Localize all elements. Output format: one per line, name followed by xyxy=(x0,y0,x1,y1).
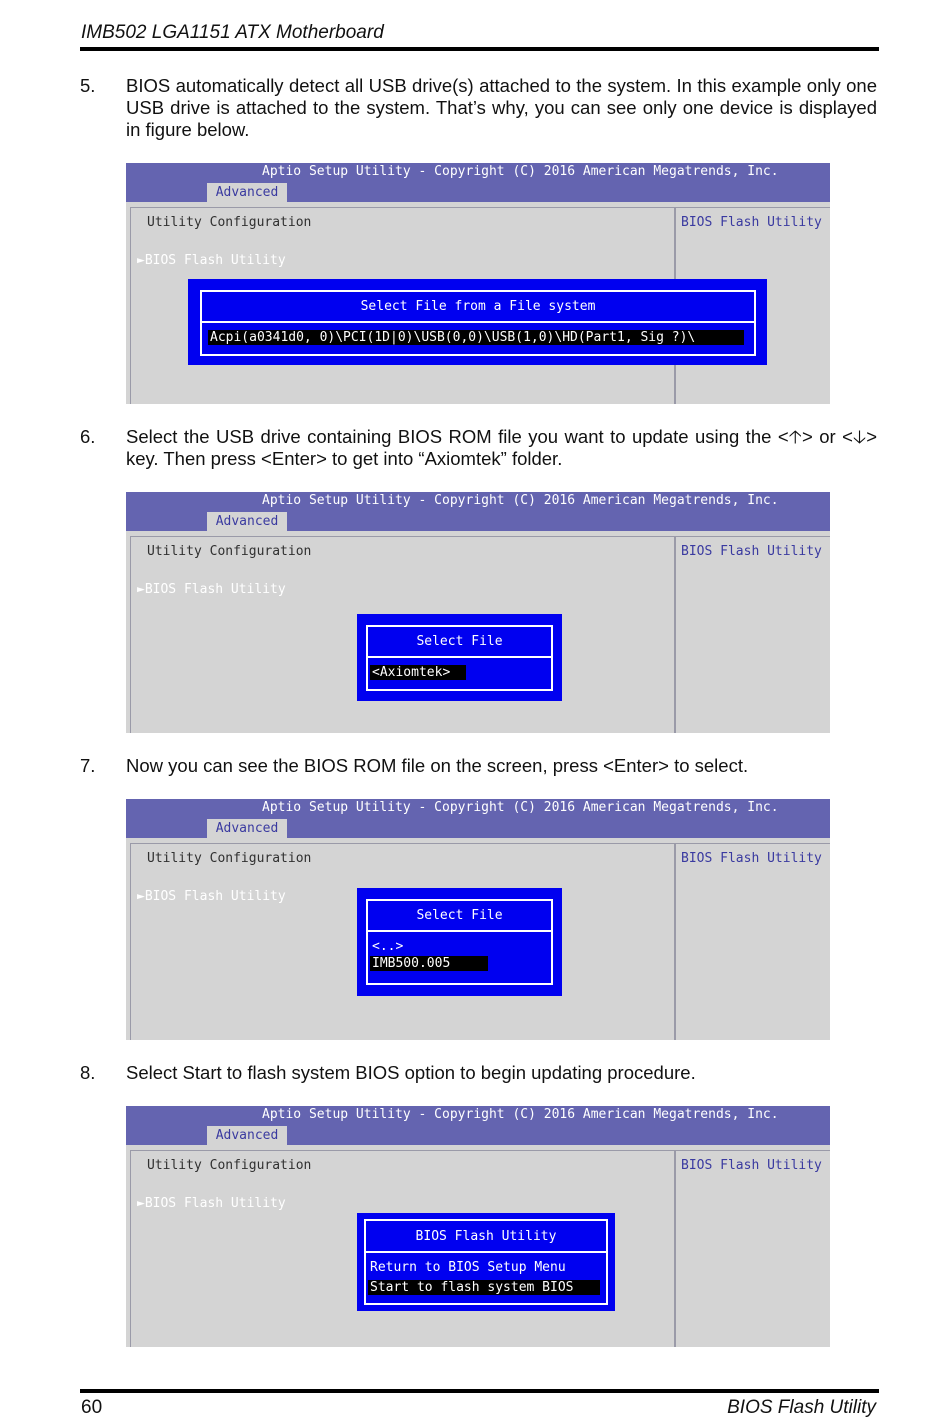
bios-screenshot-2 xyxy=(126,492,830,733)
tab-advanced[interactable]: Advanced xyxy=(207,1126,287,1145)
footer-rule xyxy=(80,1389,879,1393)
menu-item-label: BIOS Flash Utility xyxy=(144,582,286,597)
bios-screenshot-4 xyxy=(126,1106,830,1347)
bios-help-panel xyxy=(674,1150,830,1347)
step-8 xyxy=(80,1062,877,1084)
header-rule xyxy=(80,47,879,51)
step-7 xyxy=(80,755,877,777)
dialog-title: BIOS Flash Utility xyxy=(415,1229,557,1244)
help-text: BIOS Flash Utility xyxy=(681,544,822,559)
help-text: BIOS Flash Utility xyxy=(681,215,822,230)
bios-screenshot-1 xyxy=(126,163,830,404)
footer-section-title: BIOS Flash Utility xyxy=(727,1397,876,1418)
bios-screenshot-3 xyxy=(126,799,830,1040)
dialog-frame xyxy=(366,625,553,691)
menu-item-bios-flash-utility[interactable] xyxy=(137,582,286,597)
bios-title: Aptio Setup Utility - Copyright (C) 2016 American Megatrends, Inc. xyxy=(262,1107,779,1122)
step-text: BIOS automatically detect all USB drive(s) attached to the system. In this example only one USB drive is attached to the system. That’s why, you can see only one device is displayed in figure below. xyxy=(126,75,877,140)
step-text: Select the USB drive containing BIOS ROM file you want to update using the <🡡> or <🡣> key. Then press <Enter> to get into “Axiomtek” folder. xyxy=(126,426,877,469)
step-number: 7. xyxy=(80,755,96,776)
section-heading: Utility Configuration xyxy=(147,851,312,866)
triangle-right-icon: ► xyxy=(137,1196,145,1211)
bios-help-panel xyxy=(674,843,830,1040)
document-header-title: IMB502 LGA1151 ATX Motherboard xyxy=(81,22,384,43)
dialog-divider xyxy=(368,656,551,658)
menu-item-label: BIOS Flash Utility xyxy=(144,253,286,268)
dialog-option[interactable]: <..> xyxy=(372,939,404,954)
return-to-setup-option[interactable]: Return to BIOS Setup Menu xyxy=(370,1260,566,1275)
menu-item-label: BIOS Flash Utility xyxy=(144,1196,286,1211)
start-flash-option[interactable]: Start to flash system BIOS xyxy=(368,1280,600,1295)
dialog-option-selected[interactable]: Acpi(a0341d0, 0)\PCI(1D|0)\USB(0,0)\USB(1,0)\HD(Part1, Sig ?)\ xyxy=(208,330,744,345)
bios-title: Aptio Setup Utility - Copyright (C) 2016 American Megatrends, Inc. xyxy=(262,164,779,179)
dialog-title: Select File xyxy=(416,908,503,923)
section-heading: Utility Configuration xyxy=(147,544,312,559)
step-text: Select Start to flash system BIOS option to begin updating procedure. xyxy=(126,1062,696,1083)
menu-item-bios-flash-utility[interactable] xyxy=(137,1196,286,1211)
select-file-dialog xyxy=(357,888,562,996)
menu-item-label: BIOS Flash Utility xyxy=(144,889,286,904)
section-heading: Utility Configuration xyxy=(147,215,312,230)
step-number: 8. xyxy=(80,1062,96,1083)
triangle-right-icon: ► xyxy=(137,889,145,904)
menu-item-bios-flash-utility[interactable] xyxy=(137,889,286,904)
tab-advanced[interactable]: Advanced xyxy=(207,512,287,531)
help-text: BIOS Flash Utility xyxy=(681,1158,822,1173)
step-5 xyxy=(80,75,877,141)
bios-help-panel xyxy=(674,536,830,733)
menu-item-bios-flash-utility[interactable] xyxy=(137,253,286,268)
dialog-frame xyxy=(200,290,756,356)
dialog-divider xyxy=(366,1251,606,1253)
dialog-title: Select File from a File system xyxy=(360,299,596,314)
select-file-dialog xyxy=(188,279,767,365)
bios-flash-dialog xyxy=(357,1213,615,1311)
dialog-divider xyxy=(202,321,754,323)
dialog-title: Select File xyxy=(416,634,503,649)
dialog-divider xyxy=(368,930,551,932)
triangle-right-icon: ► xyxy=(137,582,145,597)
bios-title: Aptio Setup Utility - Copyright (C) 2016 American Megatrends, Inc. xyxy=(262,800,779,815)
step-6 xyxy=(80,426,877,470)
dialog-option-selected[interactable]: IMB500.005 xyxy=(370,956,488,971)
bios-title: Aptio Setup Utility - Copyright (C) 2016 American Megatrends, Inc. xyxy=(262,493,779,508)
step-number: 6. xyxy=(80,426,96,447)
page-number: 60 xyxy=(81,1397,103,1418)
dialog-frame xyxy=(366,899,553,985)
help-text: BIOS Flash Utility xyxy=(681,851,822,866)
step-text: Now you can see the BIOS ROM file on the screen, press <Enter> to select. xyxy=(126,755,749,776)
tab-advanced[interactable]: Advanced xyxy=(207,183,287,202)
dialog-frame xyxy=(364,1219,608,1305)
tab-advanced[interactable]: Advanced xyxy=(207,819,287,838)
select-file-dialog xyxy=(357,614,562,701)
triangle-right-icon: ► xyxy=(137,253,145,268)
dialog-option-selected[interactable]: <Axiomtek> xyxy=(370,665,466,680)
step-number: 5. xyxy=(80,75,96,96)
section-heading: Utility Configuration xyxy=(147,1158,312,1173)
